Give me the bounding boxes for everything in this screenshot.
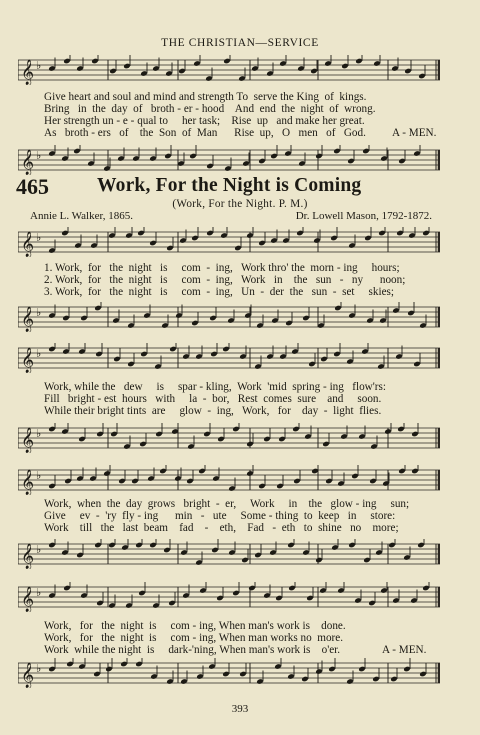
svg-text:♭: ♭ [36,150,42,162]
staff-engraving [18,423,440,453]
lyric-line: Bring in the day of broth - er - hood And end the night of wrong. [44,103,376,115]
staff-engraving [18,582,440,612]
svg-text:𝄞: 𝄞 [21,348,35,373]
lyric-line: Her strength un - e - qual to her task; Rise up and make her great. [44,115,365,127]
staff-engraving [18,658,440,688]
svg-text:♭: ♭ [36,544,42,556]
lyric-line: 2. Work, for the night is com - ing, Work in the sun - ny noon; [44,274,406,286]
music-staff [18,302,440,332]
music-staff [18,539,440,569]
music-staff [18,227,440,257]
lyric-line: Give heart and soul and mind and strength To serve the King of kings. [44,91,367,103]
svg-text:𝄞: 𝄞 [21,544,35,569]
lyric-line: While their bright tints are glow - ing, Work, for day - light flies. [44,405,382,417]
svg-text:𝄞: 𝄞 [21,307,35,332]
lyric-line: Give ev - 'ry fly - ing min - ute Some - thing to keep in store: [44,510,396,522]
svg-text:♭: ♭ [36,232,42,244]
svg-text:𝄞: 𝄞 [21,663,35,688]
page-number: 393 [231,703,249,715]
svg-text:𝄞: 𝄞 [21,232,35,257]
music-staff [18,55,440,85]
staff-engraving [18,227,440,257]
lyric-line: Work, while the dew is spar - kling, Work 'mid spring - ing flow'rs: [44,381,386,393]
staff-engraving [18,145,440,175]
lyric-line: Work till the last beam fad - eth, Fad - eth to shine no more; [44,522,399,534]
hymn-number: 465 [16,174,49,199]
svg-text:♭: ♭ [36,587,42,599]
music-staff [18,658,440,688]
svg-text:𝄞: 𝄞 [21,587,35,612]
svg-text:♭: ♭ [36,428,42,440]
page-header: THE CHRISTIAN—SERVICE [161,37,319,49]
music-staff [18,145,440,175]
staff-engraving [18,55,440,85]
music-staff [18,423,440,453]
svg-text:♭: ♭ [36,348,42,360]
hymn-composer: Dr. Lowell Mason, 1792-1872. [295,210,432,222]
svg-text:𝄞: 𝄞 [21,428,35,453]
amen-text: A - MEN. [382,644,427,656]
svg-text:𝄞: 𝄞 [21,60,35,85]
music-staff [18,343,440,373]
staff-engraving [18,539,440,569]
svg-text:♭: ♭ [36,307,42,319]
hymn-subtitle: (Work, For the Night. P. M.) [172,198,308,210]
svg-text:♭: ♭ [36,470,42,482]
svg-text:𝄞: 𝄞 [21,150,35,175]
staff-engraving [18,465,440,495]
lyric-line: Work, for the night is com - ing, When man's work is done. [44,620,346,632]
lyric-line: 1. Work, for the night is com - ing, Work thro' the morn - ing hours; [44,262,400,274]
lyric-line: Work, when the day grows bright - er, Work in the glow - ing sun; [44,498,410,510]
lyric-line: 3. Work, for the night is com - ing, Un - der the sun - set skies; [44,286,395,298]
svg-text:♭: ♭ [36,60,42,72]
hymn-title: Work, For the Night is Coming [97,175,362,196]
music-staff [18,465,440,495]
lyric-line: Work while the night is dark-'ning, When man's work is o'er. [44,644,341,656]
lyric-line: As broth - ers of the Son of Man Rise up, O men of God. [44,127,366,139]
svg-text:♭: ♭ [36,663,42,675]
staff-engraving [18,302,440,332]
lyric-line: Work, for the night is com - ing, When man works no more. [44,632,344,644]
staff-engraving [18,343,440,373]
amen-text: A - MEN. [392,127,437,139]
lyric-line: Fill bright - est hours with la - bor, Rest comes sure and soon. [44,393,382,405]
svg-text:𝄞: 𝄞 [21,470,35,495]
hymn-author: Annie L. Walker, 1865. [30,210,133,222]
music-staff [18,582,440,612]
